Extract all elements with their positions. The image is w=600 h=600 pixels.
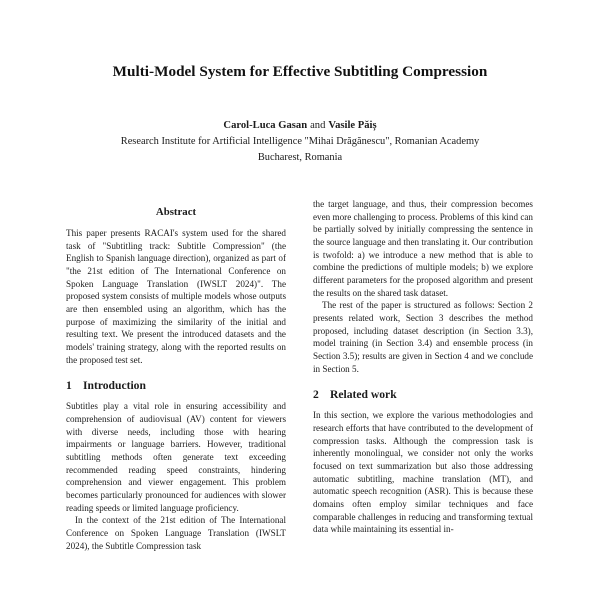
affiliation-institute: Research Institute for Artificial Intelligence "Mihai Drăgănescu", Romanian Academy xyxy=(120,136,480,148)
page-title: Multi-Model System for Effective Subtitling Compression xyxy=(112,63,488,80)
column-right xyxy=(313,198,533,600)
section-number-1: 1 xyxy=(66,379,72,393)
section-heading-introduction xyxy=(66,379,286,393)
author-list xyxy=(0,118,600,133)
section-number-2: 2 xyxy=(313,388,319,402)
body-columns xyxy=(0,198,600,600)
introduction-paragraph-2: In the context of the 21st edition of The International Conference on Spoken Language Translation (IWSLT 2024), the Subtitle Compression task xyxy=(66,515,286,551)
related-work-paragraph-1: In this section, we explore the various methodologies and research efforts that have contributed to the development of compression tasks. Although the compression task is inherently monolingual, we consider not only the works focused on text summarization but also those addressing automatic subtitling, machine translation (MT), and automatic speech recognition (ASR). This is because these domains often employ similar techniques and face comparable challenges in reducing and transforming textual data while maintaining its essential in- xyxy=(313,410,533,535)
introduction-paragraph-1: Subtitles play a vital role in ensuring accessibility and comprehension of audiovisual (AV) content for viewers with diverse needs, including those with hearing impairments or language barriers. However, traditional subtitling methods often generate text exceeding recommended reading speed constraints, hindering comprehension and viewer engagement. This problem becomes particularly pronounced for audiences with slower reading speeds or limited language proficiency. xyxy=(66,401,286,513)
abstract-paragraph: This paper presents RACAI's system used for the shared task of "Subtitling track: Subtitle Compression" (the English to Spanish language direction), organized as part of "the 21st edition of The International Conference on Spoken Language Translation (IWSLT 2024)". The proposed system consists of multiple models whose outputs are then ensembled using an algorithm, which has the purpose of maximizing the similarity of the initial and resulting text. We present the introduced datasets and the models' training strategy, along with the reported results on the proposed test set. xyxy=(66,228,286,365)
affiliation xyxy=(0,134,600,165)
affiliation-city: Bucharest, Romania xyxy=(257,151,343,163)
author-name-first: Carol-Luca Gasan xyxy=(223,120,308,131)
right-paragraph-structure: The rest of the paper is structured as follows: Section 2 presents related work, Section 3 describes the method proposed, including dataset description (in Section 3.3), model training (in Section 3.4) and ensemble process (in Section 3.5); results are given in Section 4 and we conclude in Section 5. xyxy=(313,300,533,374)
section-title-2: Related work xyxy=(330,388,397,402)
column-left xyxy=(66,198,286,600)
abstract-heading: Abstract xyxy=(155,206,197,218)
author-name-second: Vasile Păiș xyxy=(328,120,377,131)
right-paragraph-continued: the target language, and thus, their compression becomes even more challenging to process. Problems of this kind can be partially solved by initially compressing the sentence in the source language and then translating it. Our contribution is twofold: a) we introduce a new method that is able to combine the predictions of multiple models; b) we explore different parameters for the proposed algorithm and present the results on the shared task dataset. xyxy=(313,199,533,298)
author-conjunction: and xyxy=(310,120,326,131)
section-heading-related-work xyxy=(313,388,533,402)
paper-header xyxy=(0,0,600,166)
section-title-1: Introduction xyxy=(83,379,146,393)
